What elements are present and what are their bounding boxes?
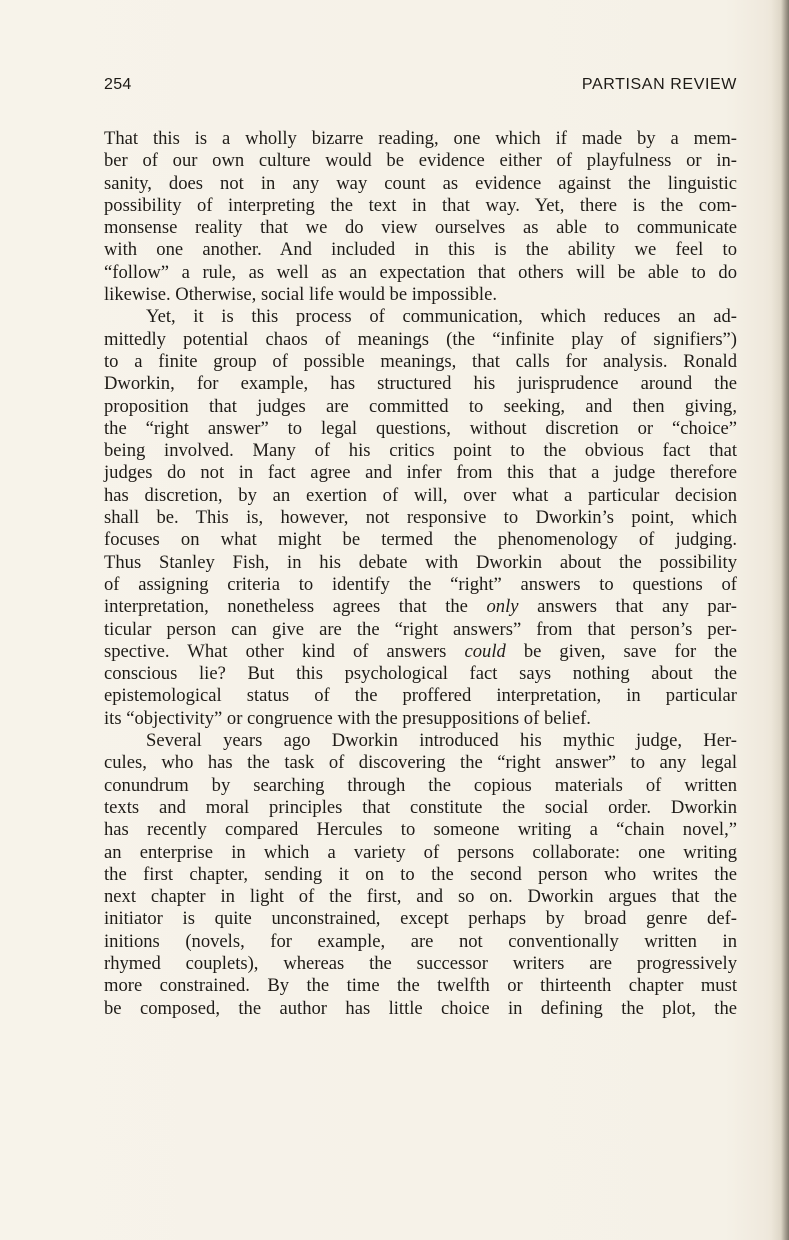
text-line: sanity, does not in any way count as evidence against the linguistic (104, 172, 737, 194)
text-line: proposition that judges are committed to seeking, and then giving, (104, 395, 737, 417)
line-text: be given, save for the (505, 640, 737, 662)
text-line: focuses on what might be termed the phenomenology of judging. (104, 529, 737, 551)
text-line: has discretion, by an exertion of will, over what a particular decision (104, 484, 737, 506)
text-line (104, 641, 737, 663)
line-text: interpretation, nonetheless agrees that the (104, 596, 487, 618)
emphasis-only: only (486, 596, 519, 618)
text-line: epistemological status of the proffered interpretation, in particular (104, 685, 737, 707)
text-line: mittedly potential chaos of meanings (the “infinite play of signifiers”) (104, 328, 737, 350)
text-line: Yet, it is this process of communication, which reduces an ad- (146, 306, 737, 328)
text-line: likewise. Otherwise, social life would be impossible. (104, 284, 497, 306)
text-line: the “right answer” to legal questions, without discretion or “choice” (104, 417, 737, 439)
body-text (104, 128, 737, 1020)
text-line: Thus Stanley Fish, in his debate with Dworkin about the possibility (104, 551, 737, 573)
text-line: Several years ago Dworkin introduced his mythic judge, Her- (146, 730, 737, 752)
text-line: next chapter in light of the first, and so on. Dworkin argues that the (104, 886, 737, 908)
text-line: more constrained. By the time the twelfth or thirteenth chapter must (104, 975, 737, 997)
text-line: the first chapter, sending it on to the second person who writes the (104, 863, 737, 885)
text-line: Dworkin, for example, has structured his jurisprudence around the (104, 373, 737, 395)
text-line: That this is a wholly bizarre reading, one which if made by a mem- (104, 128, 737, 149)
text-line: rhymed couplets), whereas the successor writers are progressively (104, 952, 737, 974)
text-line: be composed, the author has little choice in defining the plot, the (104, 997, 737, 1019)
line-text: spective. What other kind of answers (104, 640, 465, 662)
text-line: being involved. Many of his critics point to the obvious fact that (104, 440, 737, 462)
text-line: of assigning criteria to identify the “right” answers to questions of (104, 573, 737, 595)
text-line: ber of our own culture would be evidence either of playfulness or in- (104, 150, 737, 172)
text-line: initiator is quite unconstrained, except perhaps by broad genre def- (104, 908, 737, 930)
text-line: conundrum by searching through the copious materials of written (104, 774, 737, 796)
line-text: answers that any par- (518, 596, 737, 618)
page-edge-shadow (771, 0, 789, 1240)
text-line: initions (novels, for example, are not conventionally written in (104, 930, 737, 952)
text-line: ticular person can give are the “right answers” from that person’s per- (104, 618, 737, 640)
text-line: “follow” a rule, as well as an expectation that others will be able to do (104, 261, 737, 283)
text-line: conscious lie? But this psychological fact says nothing about the (104, 663, 737, 685)
text-line: shall be. This is, however, not responsive to Dworkin’s point, which (104, 507, 737, 529)
text-line: possibility of interpreting the text in that way. Yet, there is the com- (104, 194, 737, 216)
running-head (104, 76, 737, 100)
text-line: with one another. And included in this is the ability we feel to (104, 239, 737, 261)
journal-title: PARTISAN REVIEW (581, 76, 737, 93)
text-line: to a finite group of possible meanings, that calls for analysis. Ronald (104, 350, 737, 372)
text-line (104, 596, 737, 618)
text-line: judges do not in fact agree and infer from this that a judge therefore (104, 462, 737, 484)
text-line: an enterprise in which a variety of persons collaborate: one writing (104, 841, 737, 863)
text-line: has recently compared Hercules to someone writing a “chain novel,” (104, 819, 737, 841)
page-number: 254 (104, 76, 132, 93)
emphasis-could: could (464, 640, 506, 662)
text-line: its “objectivity” or congruence with the presuppositions of belief. (104, 707, 591, 729)
text-line: texts and moral principles that constitute the social order. Dworkin (104, 796, 737, 818)
text-line: monsense reality that we do view ourselves as able to communicate (104, 217, 737, 239)
text-line: cules, who has the task of discovering the “right answer” to any legal (104, 752, 737, 774)
